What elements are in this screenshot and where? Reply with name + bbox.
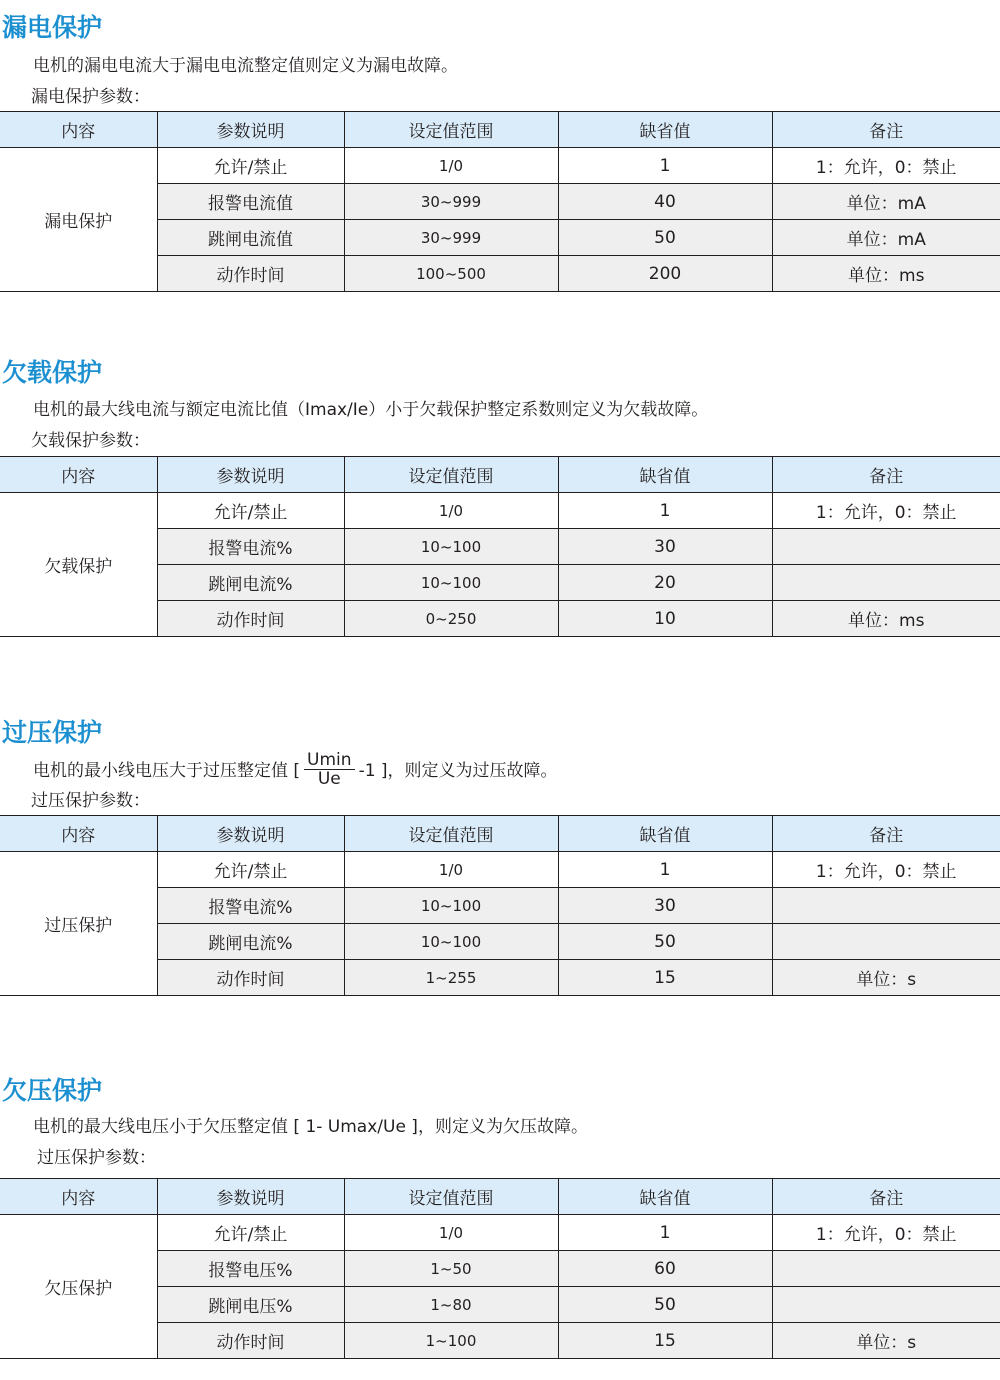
param-cell: 动作时间: [157, 256, 344, 292]
fraction-numerator: Umin: [304, 751, 355, 770]
parameter-table: [0, 815, 1000, 996]
section-description: 电机的最大线电压小于欠压整定值 [ 1- Umax/Ue ]，则定义为欠压故障。: [33, 1117, 588, 1137]
header-default: 缺省值: [558, 1179, 772, 1215]
table-header-row: [0, 112, 1000, 148]
default-cell: 50: [558, 924, 772, 960]
header-default: 缺省值: [558, 457, 772, 493]
note-cell: 1：允许，0：禁止: [772, 852, 1000, 888]
default-cell: 1: [558, 852, 772, 888]
note-cell: [772, 1287, 1000, 1323]
range-cell: 1/0: [344, 1215, 558, 1251]
range-cell: 1/0: [344, 148, 558, 184]
header-range: 设定值范围: [344, 1179, 558, 1215]
group-label: 欠压保护: [0, 1215, 157, 1359]
range-cell: 30~999: [344, 220, 558, 256]
param-cell: 动作时间: [157, 1323, 344, 1359]
group-label: 过压保护: [0, 852, 157, 996]
description-before: 电机的最小线电压大于过压整定值 [: [33, 761, 301, 781]
range-cell: 30~999: [344, 184, 558, 220]
header-param: 参数说明: [157, 1179, 344, 1215]
range-cell: 1/0: [344, 852, 558, 888]
range-cell: 10~100: [344, 529, 558, 565]
param-cell: 报警电压%: [157, 1251, 344, 1287]
param-cell: 跳闸电流值: [157, 220, 344, 256]
param-cell: 跳闸电流%: [157, 565, 344, 601]
section-title: 漏电保护: [2, 13, 103, 42]
header-default: 缺省值: [558, 112, 772, 148]
section-description: 电机的最大线电流与额定电流比值（Imax/Ie）小于欠载保护整定系数则定义为欠载故障。: [33, 400, 709, 420]
range-cell: 10~100: [344, 888, 558, 924]
param-cell: 动作时间: [157, 601, 344, 637]
range-cell: 100~500: [344, 256, 558, 292]
fraction-denominator: Ue: [317, 768, 341, 789]
header-content: 内容: [0, 457, 157, 493]
section-title: 欠压保护: [2, 1076, 103, 1105]
table-header-row: [0, 457, 1000, 493]
default-cell: 200: [558, 256, 772, 292]
table-row: [0, 493, 1000, 529]
range-cell: 1~255: [344, 960, 558, 996]
param-cell: 报警电流值: [157, 184, 344, 220]
default-cell: 1: [558, 493, 772, 529]
param-cell: 报警电流%: [157, 529, 344, 565]
note-cell: [772, 1251, 1000, 1287]
note-cell: 单位：s: [772, 960, 1000, 996]
section-subtitle: 过压保护参数：: [37, 1148, 156, 1168]
parameter-table: [0, 111, 1000, 292]
note-cell: 单位：ms: [772, 601, 1000, 637]
header-note: 备注: [772, 1179, 1000, 1215]
default-cell: 1: [558, 1215, 772, 1251]
header-range: 设定值范围: [344, 457, 558, 493]
note-cell: 单位：ms: [772, 256, 1000, 292]
header-content: 内容: [0, 1179, 157, 1215]
header-range: 设定值范围: [344, 816, 558, 852]
default-cell: 15: [558, 1323, 772, 1359]
default-cell: 50: [558, 1287, 772, 1323]
range-cell: 1~80: [344, 1287, 558, 1323]
description-after: -1 ]，则定义为过压故障。: [358, 761, 558, 781]
group-label: 欠载保护: [0, 493, 157, 637]
header-param: 参数说明: [157, 112, 344, 148]
header-default: 缺省值: [558, 816, 772, 852]
default-cell: 1: [558, 148, 772, 184]
header-note: 备注: [772, 112, 1000, 148]
default-cell: 20: [558, 565, 772, 601]
default-cell: 15: [558, 960, 772, 996]
note-cell: 1：允许，0：禁止: [772, 148, 1000, 184]
param-cell: 允许/禁止: [157, 493, 344, 529]
param-cell: 允许/禁止: [157, 1215, 344, 1251]
section-subtitle: 漏电保护参数：: [31, 87, 150, 107]
section-description: 电机的漏电电流大于漏电电流整定值则定义为漏电故障。: [33, 56, 458, 76]
note-cell: [772, 888, 1000, 924]
default-cell: 50: [558, 220, 772, 256]
range-cell: 10~100: [344, 565, 558, 601]
range-cell: 1/0: [344, 493, 558, 529]
table-row: [0, 1215, 1000, 1251]
note-cell: 单位：mA: [772, 220, 1000, 256]
default-cell: 30: [558, 888, 772, 924]
section-subtitle: 欠载保护参数：: [31, 431, 150, 451]
parameter-table: [0, 1178, 1000, 1359]
param-cell: 允许/禁止: [157, 148, 344, 184]
default-cell: 40: [558, 184, 772, 220]
parameter-table: [0, 456, 1000, 637]
header-param: 参数说明: [157, 816, 344, 852]
table-header-row: [0, 1179, 1000, 1215]
fraction: [304, 751, 355, 788]
header-content: 内容: [0, 112, 157, 148]
note-cell: [772, 924, 1000, 960]
section-title: 过压保护: [2, 718, 103, 747]
default-cell: 60: [558, 1251, 772, 1287]
param-cell: 跳闸电压%: [157, 1287, 344, 1323]
range-cell: 1~100: [344, 1323, 558, 1359]
range-cell: 10~100: [344, 924, 558, 960]
section-description: [33, 751, 558, 791]
param-cell: 允许/禁止: [157, 852, 344, 888]
default-cell: 30: [558, 529, 772, 565]
table-row: [0, 852, 1000, 888]
header-range: 设定值范围: [344, 112, 558, 148]
default-cell: 10: [558, 601, 772, 637]
header-content: 内容: [0, 816, 157, 852]
note-cell: 单位：mA: [772, 184, 1000, 220]
note-cell: [772, 529, 1000, 565]
table-header-row: [0, 816, 1000, 852]
header-note: 备注: [772, 816, 1000, 852]
note-cell: 1：允许，0：禁止: [772, 493, 1000, 529]
param-cell: 报警电流%: [157, 888, 344, 924]
section-title: 欠载保护: [2, 358, 103, 387]
param-cell: 动作时间: [157, 960, 344, 996]
note-cell: 单位：s: [772, 1323, 1000, 1359]
group-label: 漏电保护: [0, 148, 157, 292]
param-cell: 跳闸电流%: [157, 924, 344, 960]
note-cell: 1：允许，0：禁止: [772, 1215, 1000, 1251]
header-note: 备注: [772, 457, 1000, 493]
table-row: [0, 148, 1000, 184]
range-cell: 0~250: [344, 601, 558, 637]
note-cell: [772, 565, 1000, 601]
range-cell: 1~50: [344, 1251, 558, 1287]
section-subtitle: 过压保护参数：: [31, 791, 150, 811]
header-param: 参数说明: [157, 457, 344, 493]
